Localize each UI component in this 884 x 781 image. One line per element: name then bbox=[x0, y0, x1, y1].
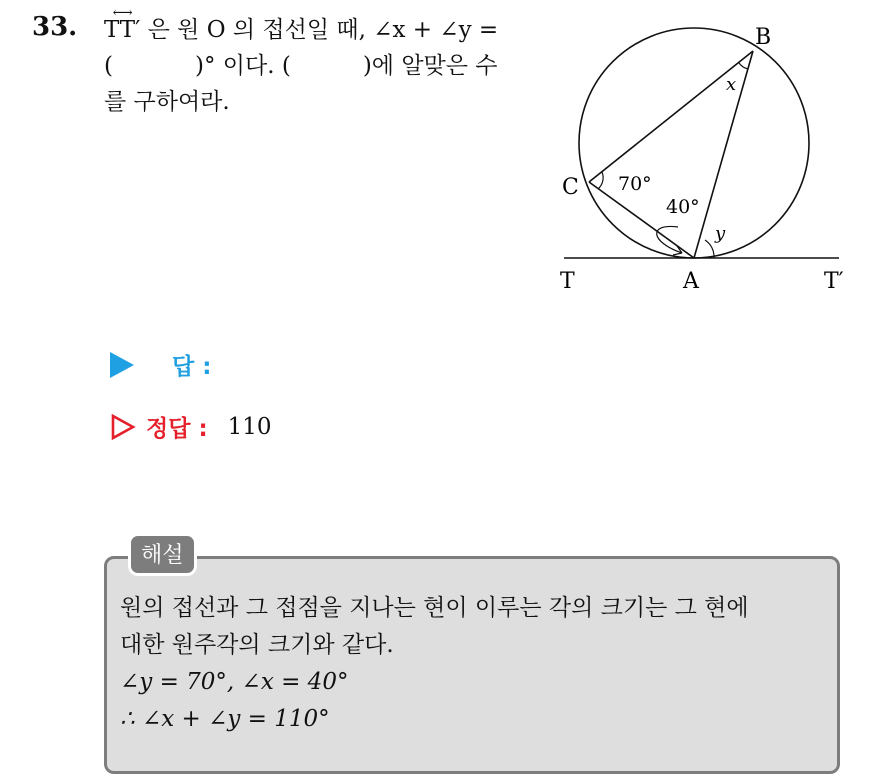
explanation-text bbox=[120, 590, 830, 738]
label-c: C bbox=[562, 175, 579, 200]
geometry-figure bbox=[552, 8, 852, 308]
angle-y-arc bbox=[705, 240, 714, 258]
explanation-line-2: 대한 원주각의 크기와 같다. bbox=[120, 632, 394, 658]
chord-cb bbox=[589, 51, 753, 182]
label-x: x bbox=[726, 74, 737, 95]
question-text bbox=[104, 5, 534, 120]
label-angle-70: 70° bbox=[618, 173, 652, 195]
answer-row bbox=[110, 348, 211, 381]
outline-triangle-icon bbox=[110, 413, 136, 441]
question-line-1: ⟷ TT′ 은 원 O 의 접선일 때, ∠x + ∠y = bbox=[104, 12, 534, 48]
answer-label: 답 : bbox=[172, 354, 212, 380]
explanation-tag: 해설 bbox=[128, 533, 197, 576]
correct-value: 110 bbox=[227, 413, 272, 440]
angle-x-arc bbox=[739, 63, 748, 69]
label-a: A bbox=[683, 269, 699, 294]
label-angle-40: 40° bbox=[666, 196, 700, 218]
correct-label: 정답 : bbox=[146, 416, 208, 442]
explanation-line-1: 원의 접선과 그 접점을 지나는 현이 이루는 각의 크기는 그 현에 bbox=[120, 595, 749, 621]
play-triangle-icon bbox=[110, 352, 134, 378]
question-number: 33. bbox=[32, 12, 78, 42]
double-arrow-icon: ⟷ bbox=[112, 5, 132, 21]
question-line-3: 를 구하여라. bbox=[104, 89, 230, 115]
label-b: B bbox=[755, 25, 772, 50]
circle-o bbox=[579, 28, 809, 258]
label-t: T bbox=[560, 269, 575, 294]
line-tt-symbol: ⟷ TT′ bbox=[104, 5, 141, 43]
explanation-line-4: ∴ ∠x + ∠y = 110° bbox=[120, 706, 330, 732]
label-y: y bbox=[715, 223, 726, 244]
correct-answer-row bbox=[110, 410, 272, 443]
explanation-line-3: ∠y = 70°, ∠x = 40° bbox=[120, 669, 349, 695]
question-line-2: ( )° 이다. ( )에 알맞은 수 bbox=[104, 53, 498, 79]
circle-tangent-diagram bbox=[552, 8, 852, 308]
label-t-prime: T′ bbox=[824, 269, 844, 294]
